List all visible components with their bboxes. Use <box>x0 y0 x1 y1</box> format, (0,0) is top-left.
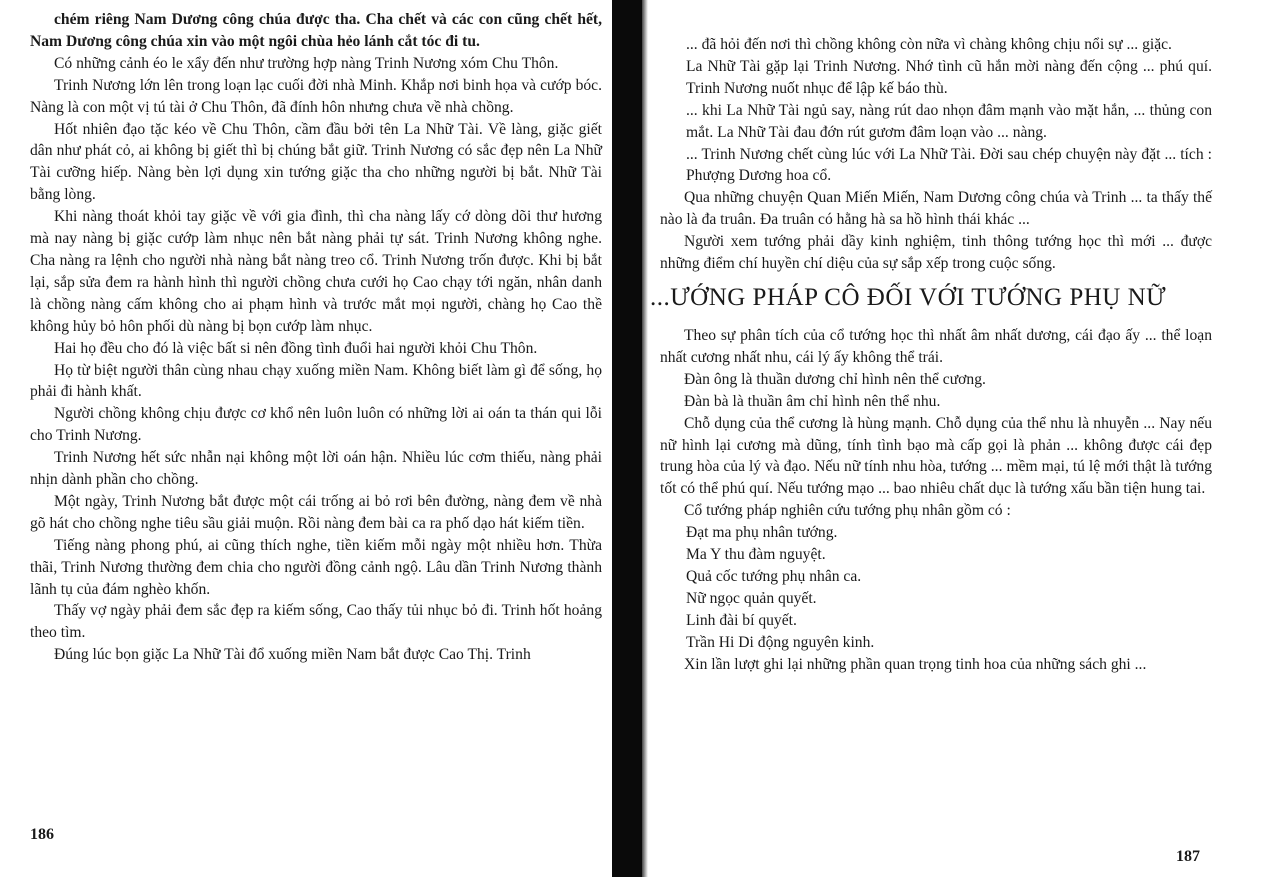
paragraph: Đàn bà là thuần âm chỉ hình nên thể nhu. <box>684 392 941 410</box>
book-gutter <box>612 0 642 877</box>
left-page <box>0 0 612 877</box>
book-list-item: Linh đài bí quyết. <box>686 611 797 629</box>
paragraph: Một ngày, Trinh Nương bắt được một cái trống ai bỏ rơi bên đường, nàng đem về nhà gõ hát cho chồng nghe tiêu sầu giải muộn. Rồi nàng đem bài ca ra phố dạo hát kiếm tiền. <box>30 492 602 532</box>
paragraph: Theo sự phân tích của cổ tướng học thì nhất âm nhất dương, cái đạo ấy ... thể loạn nhất cương nhất nhu, cái lý ấy không thể trái. <box>660 326 1212 366</box>
paragraph: Qua những chuyện Quan Miến Miến, Nam Dương công chúa và Trinh ... ta thấy thế nào là đa truân. Đa truân có hằng hà sa hồ hình thái khác ... <box>660 189 1212 229</box>
paragraph: Chỗ dụng của thể cương là hùng mạnh. Chỗ dụng của thể nhu là nhuyễn ... Nay nếu nữ hình lại cương mà dũng, tính tình bạo mà cấp gọi là phản ... không được cái đẹp trung hòa của lý và đạo. Nếu nữ tính nhu hòa, tướng ... mềm mại, tú lệ mới thật là tướng tốt có thể phú quí. Nếu tướng mạo ... bao nhiêu chất dục là tướng xấu bần tiện hung tai. <box>660 414 1212 498</box>
paragraph: Khi nàng thoát khỏi tay giặc về với gia đình, thì cha nàng lấy cớ dòng dõi thư hương mà nay nàng bị giặc cướp làm nhục nên bắt nàng phải tự sát. Trinh Nương không nghe. Cha nàng ra lệnh cho người nhà nàng bắt nàng treo cổ. Trinh Nương trốn được. Khi bị bắt lại, sắp sửa đem ra hành hình thì người chồng chưa cưới họ Cao chạy tới ngăn, nhân danh là chồng nàng cấm không cho ai phạm hình và trước mắt mọi người, chàng họ Cao thề không hủy bỏ hôn phối dù nàng bị bọn cướp làm nhục. <box>30 208 602 335</box>
book-list-item: Ma Y thu đàm nguyệt. <box>686 546 826 564</box>
paragraph: Có những cảnh éo le xẩy đến như trường hợp nàng Trinh Nương xóm Chu Thôn. <box>54 54 559 72</box>
paragraph: Họ từ biệt người thân cùng nhau chạy xuống miền Nam. Không biết làm gì để sống, họ phải đi hành khất. <box>30 361 602 401</box>
paragraph: Đúng lúc bọn giặc La Nhữ Tài đổ xuống miền Nam bắt được Cao Thị. Trinh <box>54 646 531 664</box>
paragraph: Người xem tướng phải dầy kinh nghiệm, tinh thông tướng học thì mới ... được những điểm chí huyền chí diệu của sự sắp xếp trong cuộc sống. <box>660 233 1212 273</box>
paragraph: ... đã hỏi đến nơi thì chồng không còn nữa vì chàng không chịu nổi sự ... giặc. <box>686 36 1172 53</box>
page-number-right: 187 <box>1176 848 1200 865</box>
paragraph: Trinh Nương lớn lên trong loạn lạc cuối đời nhà Minh. Khắp nơi binh họa và cướp bóc. Nàng là con một vị tú tài ở Chu Thôn, đã đính hôn nhưng chưa về nhà chồng. <box>30 76 602 116</box>
book-list-item: Đạt ma phụ nhân tướng. <box>686 524 838 542</box>
book-list-item: Quả cốc tướng phụ nhân ca. <box>686 567 862 585</box>
page-number-left: 186 <box>30 826 54 843</box>
paragraph: Người chồng không chịu được cơ khổ nên luôn luôn có những lời ai oán ta thán qui lỗi cho Trinh Nương. <box>30 405 602 445</box>
paragraph: Trinh Nương hết sức nhẫn nại không một lời oán hận. Nhiều lúc cơm thiếu, nàng phải nhịn dành phần cho chồng. <box>30 449 602 489</box>
paragraph: Đàn ông là thuần dương chỉ hình nên thể cương. <box>684 370 986 388</box>
paragraph: La Nhữ Tài gặp lại Trinh Nương. Nhớ tình cũ hắn mời nàng đến cộng ... phú quí. Trinh Nương nuốt nhục để lập kế báo thù. <box>686 57 1212 97</box>
paragraph: Xin lần lượt ghi lại những phần quan trọng tinh hoa của những sách ghi ... <box>684 655 1147 673</box>
book-list-item: Nữ ngọc quản quyết. <box>686 589 817 607</box>
paragraph: Cổ tướng pháp nghiên cứu tướng phụ nhân gồm có : <box>684 502 1011 520</box>
section-heading: ...ƯỚNG PHÁP CÔ ĐỐI VỚI TƯỚNG PHỤ NỮ <box>650 283 1167 311</box>
paragraph: ... khi La Nhữ Tài ngủ say, nàng rút dao nhọn đâm mạnh vào mặt hắn, ... thủng con mắt. La Nhữ Tài đau đớn rút gươm đâm loạn vào ... nàng. <box>686 101 1212 141</box>
paragraph: chém riêng Nam Dương công chúa được tha. Cha chết và các con cũng chết hết, Nam Dương công chúa xin vào một ngôi chùa hẻo lánh cắt tóc đi tu. <box>30 11 602 50</box>
paragraph: Thấy vợ ngày phải đem sắc đẹp ra kiếm sống, Cao thấy tủi nhục bỏ đi. Trinh hốt hoảng theo tìm. <box>30 602 602 642</box>
paragraph: Hốt nhiên đạo tặc kéo về Chu Thôn, cầm đầu bởi tên La Nhữ Tài. Về làng, giặc giết dân như phát cỏ, ai không bị giết thì bị chúng bắt giữ. Trinh Nương có sắc đẹp nên La Nhữ Tài cưỡng hiếp. Nàng bèn lợi dụng xin tướng giặc tha cho những người bị bắt. Nhữ Tài bằng lòng. <box>30 120 602 204</box>
paragraph: Tiếng nàng phong phú, ai cũng thích nghe, tiền kiếm mỗi ngày một nhiều hơn. Thừa thãi, Trinh Nương thường đem chia cho người đồng cảnh ngộ. Lâu dần Trinh Nương thành lãnh tụ của đám nghèo khốn. <box>30 536 602 598</box>
right-page <box>640 0 1280 877</box>
paragraph: ... Trinh Nương chết cùng lúc với La Nhữ Tài. Đời sau chép chuyện này đặt ... tích : Phượng Dương hoa cổ. <box>686 145 1212 185</box>
paragraph: Hai họ đều cho đó là việc bất si nên đồng tình đuổi hai người khỏi Chu Thôn. <box>54 339 538 357</box>
book-list-item: Trần Hi Di động nguyên kinh. <box>686 633 875 651</box>
